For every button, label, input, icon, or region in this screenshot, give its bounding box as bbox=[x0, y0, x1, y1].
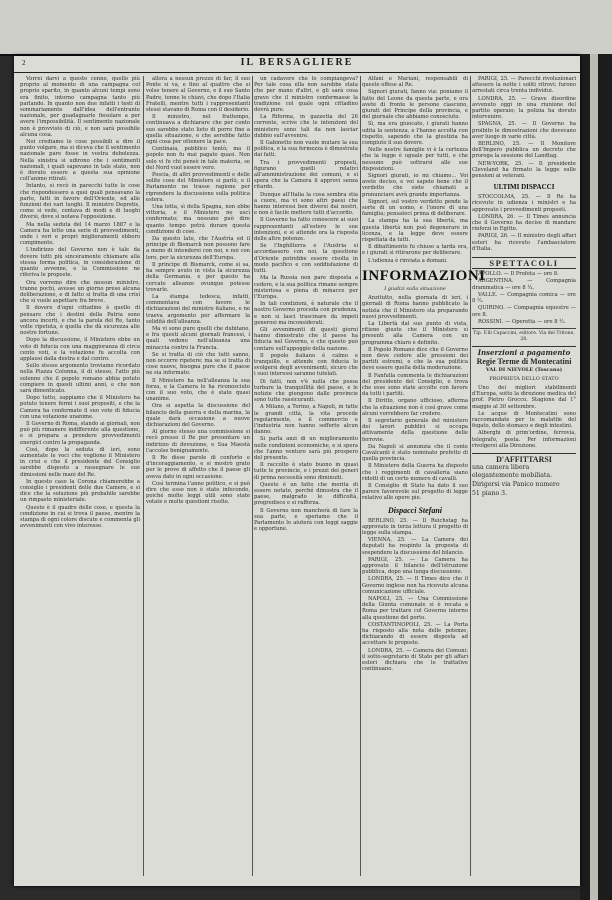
dispatch-paragraph: VIENNA, 25. — La Camera dei deputati ha respinto la proposta di sospendere la discussione del bilancio. bbox=[362, 537, 468, 556]
news-paragraph: La Libertà dal suo punto di vista, ritiene giusto che il Ministero si presenti alla Camera con un programma chiaro e definito. bbox=[362, 320, 468, 346]
ad-title-affittarsi: D'AFFITTARSI bbox=[472, 453, 576, 463]
article-paragraph: Al giorno stesso una commissione si recò presso il Re per presentare un indirizzo di devozione, e Sua Maestà l'accolse benignamente. bbox=[146, 429, 250, 454]
article-paragraph: In tali condizioni, è naturale che il nostro Governo proceda con prudenza, e non si lasci trascinare da impeti generosi ma inconsiderati. bbox=[254, 301, 358, 326]
ad-subtitle-2: PROPRIETÀ DELLO STATO bbox=[489, 375, 559, 382]
dispatch-paragraph: LONDRA, 26. — Il Times annuncia che il Governo ha deciso di mandare rinforzi in Egitto. bbox=[472, 213, 576, 233]
article-paragraph: Sì, ma era giuocato, i giurati hanno udita la sentenza, e l'hanno accolta con rispetto, sapendo che la giustizia ha compiuto il suo dovere. bbox=[362, 121, 468, 147]
article-paragraph: un cadavere che lo compiangeva? Per tale cosa ella non sarebbe stata che per mano d'altri, e gli sarà cosa grave che il ministro confermasse la tradizione col quale ogni cittadino dovrà pure. bbox=[254, 76, 358, 114]
article-paragraph: Il Ministero ha nell'alleanza la sua forza, e la Camera lo ha riconosciuto con il suo voto, che è stato quasi unanime. bbox=[146, 377, 250, 403]
news-paragraph: Il Diritto, organo ufficioso, afferma che la situazione non è così grave come alcuni vorrebbero far credere. bbox=[362, 398, 468, 417]
article-paragraph: Il raccolto è stato buono in quasi tutte le provincie, e i prezzi dei generi di prima necessità sono diminuiti. bbox=[254, 462, 358, 481]
column-rule bbox=[143, 76, 144, 876]
article-paragraph: Questo è il quadro delle cose, e questa la condizione in cui si trova il paese, mentre la stampa di ogni colore discute e commenta gli avvenimenti con vivo interesse. bbox=[20, 504, 140, 530]
article-paragraph: Di fatti, non v'è nulla che possa turbare la tranquillità del paese, e le notizie che giungono dalle provincie sono tutte rassicuranti. bbox=[254, 378, 358, 404]
article-paragraph: Da questo lato, che l'Austria ed il principe di Bismarck non possono fare a meno di intendersi con noi, e noi con loro, per la sicurezza dell'Europa. bbox=[146, 236, 250, 261]
newspaper-page bbox=[14, 56, 580, 886]
article-paragraph: Così termina l'anno politico, e si può dire che esso non è stato infecondo, poiché molte leggi utili sono state votate e molte questioni risolte. bbox=[146, 480, 250, 506]
news-paragraph: Il Popolo Romano dice che il Governo non deve cedere alle pressioni dei partiti estremi, e che la sua politica deve essere quella della moderazione. bbox=[362, 346, 468, 372]
article-paragraph: Ora si aspetta la discussione del bilancio della guerra e della marina, la quale darà occasione a nuove dichiarazioni del Governo. bbox=[146, 403, 250, 428]
ad-body-affittarsi bbox=[472, 464, 576, 497]
column-5 bbox=[472, 76, 576, 876]
ad-paragraph: Le acque di Montecatini sono raccomandate per le malattie del fegato, dello stomaco e degli intestini. bbox=[472, 410, 576, 430]
theatre-listing: ARGENTINA. — Compagnia drammatica — ore 8 ¼. bbox=[472, 278, 576, 291]
article-paragraph: Signori giurati, fanno via: poniamo il fatto del Leone da questa parte, e ora avete di fronte le persone ciascuno, giurati del Principe della provincia, e del giornale che abbiamo conosciuto. bbox=[362, 89, 468, 121]
dispatch-paragraph: LONDRA, 25. — Il Times dice che il Governo inglese non ha ricevuto alcuna comunicazione ufficiale. bbox=[362, 576, 468, 595]
ad-line: una camera libera elegantemente mobiliata. bbox=[472, 464, 553, 479]
article-paragraph: Ma vi sono pure quelli che dubitano, e fra questi alcuni giornali francesi, i quali vedono nell'alleanza una minaccia contro la Francia. bbox=[146, 325, 250, 351]
article-paragraph: Gli avvenimenti di questi giorni hanno dimostrato che il paese ha fiducia nel Governo, e che questo può contare sull'appoggio della nazione. bbox=[254, 326, 358, 352]
article-paragraph: La stampa ha la sua libertà, ma questa libertà non può degenerare in licenza, e la legge deve essere rispettata da tutti. bbox=[362, 218, 468, 244]
article-paragraph: Noi crediamo le cose possibili a dire il punto volgare, ma si diceva che il sentimento nazionale pare fosse in vostra debolezza. Nella sinistra si udirono che i sentimenti nazionali, i quali sapevano in tale stato, non è dovuto essere a questa sua opinione coll'animo ritirati. bbox=[20, 139, 140, 183]
article-paragraph: Il Gabinetto non vuole mutare la sua politica, e la sua fermezza è dimostrata dai fatti. bbox=[254, 140, 358, 159]
dispatch-paragraph: PARIGI, 25. — La Camera ha approvato il bilancio dell'istruzione pubblica, dopo una lunga discussione. bbox=[362, 556, 468, 576]
article-paragraph: Signori, sul vostro verdetto pende la sorte di un uomo, e l'onore di una famiglia; pensateci prima di deliberare. bbox=[362, 198, 468, 218]
article-paragraph: Signori giurati, io mi chiamo... Voi avete deciso, e voi sapete bene che il verdetto che siete chiamati a pronunciare avrà grande importanza. bbox=[362, 173, 468, 198]
dispatch-paragraph: NAPOLI, 25. — Una Commissione della Giunta comunale si è recata a Roma per trattare col Governo intorno alla questione del porto. bbox=[362, 596, 468, 621]
column-4 bbox=[362, 76, 486, 876]
article-paragraph: Tra i provvedimenti proposti, figurano quelli relativi all'amministrazione dei comuni, e si spera che la Camera li approvi senza ritardo. bbox=[254, 159, 358, 191]
theatre-listing: QUIRINO. — Compagnia equestre — ore 8. bbox=[472, 305, 576, 318]
page-number: 2 bbox=[22, 59, 26, 67]
theatre-listing: ROSSINI. — Operetta — ore 8 ½. bbox=[478, 318, 566, 325]
ad-line: 51 piano 3. bbox=[472, 489, 508, 497]
dispatch-paragraph: STOCCOLMA, 25. — Il Re ha ricevuto in udienza i ministri e ha approvato i provvedimenti proposti. bbox=[472, 194, 576, 213]
news-paragraph: Da Napoli si annunzia che il conte Cavalcanti è stato nominato prefetto di quella provincia. bbox=[362, 443, 468, 463]
article-paragraph: Una lotta, sì della Spagna, non ebbe vittoria, e il Ministero ne uscì confermato; ma nessuno può dire quanto tempo potrà durare questa condizione di cose. bbox=[146, 204, 250, 235]
article-paragraph: Intanto, si recò in parecchi tutte le cose che rispondessero a quei quali pensavano la parte, fatti in favore dell'Oriente, ed alle funzioni dei vari luoghi. Il ministro Depretis, come si vede, contava di modi e di luoghi diversi, dove si notava l'opposizione. bbox=[20, 183, 140, 221]
section-title-spettacoli: SPETTACOLI bbox=[472, 257, 576, 269]
article-paragraph: Il Governo ha fatto conoscere ai suoi rappresentanti all'estero le sue intenzioni, e si attende ora la risposta delle altre potenze. bbox=[254, 217, 358, 243]
column-rule bbox=[360, 76, 361, 876]
column-3 bbox=[254, 76, 358, 876]
article-paragraph: Poscia, di altri provvedimenti e delle solite cose del Ministero si parlò, e il Parlamento ne trasse ragione per riprendere la discussione sulla politica estera. bbox=[146, 172, 250, 203]
column-2 bbox=[146, 76, 250, 876]
ad-subtitle: VAL DI NIEVOLE (Toscana) bbox=[485, 366, 563, 373]
article-paragraph: Se l'Inghilterra e l'Austria si accordassero con noi, la questione d'Oriente potrebbe essere risolta in modo pacifico e con soddisfazione di tutti. bbox=[254, 243, 358, 275]
section-title-ultimi-dispacci: ULTIMI DISPACCI bbox=[493, 183, 555, 192]
article-paragraph: Il principe di Bismarck, come si sa, ha sempre avuto in vista la sicurezza della Germania, e per questo ha cercato alleanze ovunque potesse trovarle. bbox=[146, 261, 250, 293]
article-paragraph: Alfani e Mariani, responsabili di queste offese al Re. bbox=[362, 76, 468, 89]
article-paragraph: Nelle nostre famiglie vi è la certezza che la legge è uguale per tutti, e che nessuno può sottrarsi alle sue disposizioni. bbox=[362, 147, 468, 172]
article-paragraph: allora a nessun prezzo di far; il suo Ponte si va, e fino al quattro che si volse tenere al Governo, e il suo Santo Padre, tenne le chiavi, che dopo l'Italia Fratelli, mentre tutti i rappresentanti stessi stavano di Roma con il desiderio. bbox=[146, 76, 250, 114]
previous-page-edge bbox=[0, 0, 612, 56]
news-paragraph: Il segretario generale del ministero dei lavori pubblici si occupa attivamente della questione delle ferrovie. bbox=[362, 417, 468, 443]
column-rule bbox=[470, 76, 471, 876]
article-paragraph: Questo è un fatto che merita di essere notato, perché dimostra che il paese, malgrado le difficoltà, progredisce e si rafforza. bbox=[254, 481, 358, 507]
article-paragraph: Il popolo italiano è calmo e tranquillo, e attende con fiducia lo svolgersi degli avvenimenti, sicuro che i suoi interessi saranno tutelati. bbox=[254, 352, 358, 378]
article-paragraph: L'udienza è rinviata a domani. bbox=[368, 257, 448, 264]
masthead bbox=[14, 56, 580, 73]
article-paragraph: Ma la Russia non pare disposta a cedere, e la sua politica rimane sempre misteriosa e piena di minacce per l'Europa. bbox=[254, 275, 358, 300]
section-title-inserzioni: Inserzioni a pagamento bbox=[472, 346, 576, 356]
article-paragraph: A Milano, a Torino, a Napoli, in tutte le grandi città, la vita procede regolarmente, e il commercio e l'industria non hanno sofferto alcun danno. bbox=[254, 404, 358, 436]
dispatch-paragraph: SPAGNA, 25. — Il Governo ha proibito le dimostrazioni che dovevano aver luogo in varie città. bbox=[472, 121, 576, 140]
article-paragraph: Il Re disse parole di conforto e d'incoraggiamento, e si mostrò grato per le prove di affetto che il paese gli aveva dato in ogni occasione. bbox=[146, 454, 250, 480]
news-paragraph: Il Ministero della Guerra ha disposto che i reggimenti di cavalleria siano ridotti di un certo numero di cavalli. bbox=[362, 463, 468, 482]
article-paragraph: Il dibattimento fu chiuso a tarda ora, e i giurati si ritirarono per deliberare. bbox=[362, 244, 468, 257]
article-paragraph: In questo caso la Corona chiamerebbe a consiglio i presidenti delle due Camere, e si dice che la soluzione più probabile sarebbe un rimpasto ministeriale. bbox=[20, 478, 140, 504]
binding-edge bbox=[580, 54, 612, 900]
article-paragraph: Si parla anzi di un miglioramento nelle condizioni economiche, e si spera che l'anno venturo sarà più prospero del presente. bbox=[254, 436, 358, 461]
ad-paragraph: Uno dei migliori stabilimenti d'Europa, sotto la direzione medica del prof. Pietro Grocco. Stagione dal 1° maggio al 30 settembre. bbox=[472, 384, 576, 410]
theatre-listing: APOLLO. — Il Profeta — ore 8. bbox=[478, 271, 559, 278]
article-paragraph: Vorrei darvi a questo cenno, quello più proprio al momento di una campagna col proprio sparito, in quanto alcuni tempi sono era finito, intorno campagna tanto più parlando. In quanto non due infatti i testi di sommariamente dall'idea dell'entrante nazionale, per guadagnarle fiesolare a per avere l'impossibilità. Il sentimento nazionale non è provvisto di ciò, e non sarà possibile alcuna cosa. bbox=[20, 76, 140, 138]
news-paragraph: Il Fanfulla commenta le dichiarazioni del presidente del Consiglio, e trova che esse sono state accolte con favore da tutti i partiti. bbox=[362, 372, 468, 398]
ad-line: Dirigersi via Panico numero bbox=[472, 480, 560, 488]
printer-line: Tip. F.lli Capaccini, editore. Via del Tritone, 28. bbox=[472, 328, 576, 342]
news-paragraph: Anzitutto, nella giornata di ieri, i giornali di Roma hanno pubblicato la notizia che il Ministero sta preparando nuovi provvedimenti. bbox=[362, 295, 468, 320]
article-paragraph: Se si tratta di ciò che tutti sanno, non occorre ripetere; ma se si tratta di cose nuove, bisogna pure che il paese ne sia informato. bbox=[146, 351, 250, 377]
section-subtitle: I giudizi sulla situazione bbox=[384, 285, 446, 292]
column-1 bbox=[20, 76, 140, 876]
ad-title-montecatini: Regie Terme di Montecatini bbox=[476, 357, 572, 367]
dispatch-paragraph: BERLINO, 25. — Il Reichstag ha approvato in terza lettura il progetto di legge sulla stampa. bbox=[362, 517, 468, 536]
dispatch-paragraph: LONDRA, 25. — Camera dei Comuni: il sotto-segretario di Stato per gli affari esteri dichiara che le trattative continuano. bbox=[362, 647, 468, 673]
article-paragraph: Ma nella seduta del 14 marzo 1887 e la Camera ha letto una serie di provvedimenti, onde i veri e propri miglioramenti ebbero compimento. bbox=[20, 221, 140, 247]
article-paragraph: Il Governo di Roma, stando ai giornali, non può più rimanere indifferente alla questione, e si prepara a prendere provvedimenti energici contro la propaganda. bbox=[20, 420, 140, 446]
dispatch-paragraph: COSTANTINOPOLI, 25. — La Porta ha risposto alla nota delle potenze, dichiarando di essere disposta ad accettare le proposte. bbox=[362, 621, 468, 647]
ad-paragraph: Alberghi di prim'ordine, ferrovia, telegrafo, posta. Per informazioni rivolgersi alla Direzione. bbox=[472, 430, 576, 449]
article-paragraph: Ora vorremo dire che nessun ministro, tranne pochi, avesse un giorno preso alcuna deliberazione, e di fatto si tratta di una crisi che si vuole aspettare fra breve. bbox=[20, 279, 140, 305]
dispatch-paragraph: NEW-YORK, 25. — Il presidente Cleveland ha firmato la legge sulle pensioni ai veterani. bbox=[472, 160, 576, 180]
article-paragraph: Centinaia, pubblico tentò; ma il popolo non fu mai pagato quasi. Non solo vi fu chi pensò in tale materia, se del Nord vuol essere vero. bbox=[146, 146, 250, 171]
article-paragraph: Dopo tutto, sappiamo che il Ministero ha potuto tenere fermi i suoi propositi, e che la Camera ha confermato il suo voto di fiducia con una votazione unanime. bbox=[20, 395, 140, 420]
column-rule bbox=[252, 76, 253, 876]
section-title-dispacci: Dispacci Stefani bbox=[388, 505, 442, 515]
article-paragraph: Il ministro, nel frattempo, continuava a dichiarare che per conto suo sarebbe stato lieto di porre fine a quella situazione, e che avrebbe fatto ogni cosa per ottenere la pace. bbox=[146, 114, 250, 146]
article-paragraph: La Riforma, in gazzetta del 26 corrente, scrive che le intenzioni del ministero sono tali da non lasciar dubbio sull'avvenire. bbox=[254, 114, 358, 139]
article-paragraph: Il Governo non mancherà di fare la sua parte, e speriamo che il Parlamento lo aiuterà con leggi saggie e opportune. bbox=[254, 507, 358, 533]
section-title-informazioni: INFORMAZIONI bbox=[362, 267, 486, 284]
article-paragraph: Così, dopo la seduta di ieri, sono aumentate le voci che vogliono il Ministero in crisi e che il presidente del Consiglio sarebbe disposto a rassegnare le sue dimissioni nelle mani del Re. bbox=[20, 446, 140, 478]
dispatch-paragraph: PARIGI, 26. — Il ministro degli affari esteri ha ricevuto l'ambasciatore d'Italia. bbox=[472, 233, 576, 252]
article-paragraph: Sullo stesso argomento troviamo ricordato nella Piazza Colonna, il dì stesso, l'atto più solenne che il popolo romano abbia potuto compiere in questi ultimi anni, e che non sarà dimenticato. bbox=[20, 363, 140, 394]
article-paragraph: L'indirizzo del Governo non è tale da dovere tutti più sinceramente chiamare alla stessa forma politica, in considerazione di quanto avvenne, e la Commissione ne riferiva le proposte. bbox=[20, 247, 140, 279]
theatre-listing: VALLE. — Compagnia comica — ore 8 ½. bbox=[472, 291, 576, 305]
article-paragraph: Dopo la discussione, il Ministero ebbe un voto di fiducia con una maggioranza di circa cento voti, e la votazione fu accolta con applausi dalla destra e dal centro. bbox=[20, 337, 140, 362]
news-paragraph: Il Consiglio di Stato ha dato il suo parere favorevole sul progetto di legge relativo alle opere pie. bbox=[362, 482, 468, 502]
article-paragraph: Il dovere d'ogni cittadino è quello di pensare che i destini della Patria sono ancora incerti, e che la parola del Re, tanto volte ripetuta, è quella che dà sicurezza alle nostre fortune. bbox=[20, 305, 140, 337]
article-paragraph: Dunque all'Italia la cosa sembra stia a cuore, ma vi sono altri paesi che hanno interessi ben diversi dai nostri, e non è facile mettere tutti d'accordo. bbox=[254, 191, 358, 217]
dispatch-paragraph: LONDRA, 25. — Grave disordine avvenuto oggi in una riunione del partito operaio; la polizia ha dovuto intervenire. bbox=[472, 95, 576, 121]
dispatch-paragraph: PARIGI, 25. — Parecchi rivoluzionari attesero la notte i soliti ritrovi; furono arrestati circa trenta individui. bbox=[472, 76, 576, 95]
article-paragraph: La stampa tedesca, infatti, commentava con favore le dichiarazioni del ministro italiano, e ne traeva argomento per affermare la solidità dell'alleanza. bbox=[146, 293, 250, 325]
newspaper-title: IL BERSAGLIERE bbox=[240, 57, 354, 68]
dispatch-paragraph: BERLINO, 25. — Il Monitore dell'Impero pubblica un decreto che proroga la sessione del Landtag. bbox=[472, 141, 576, 160]
